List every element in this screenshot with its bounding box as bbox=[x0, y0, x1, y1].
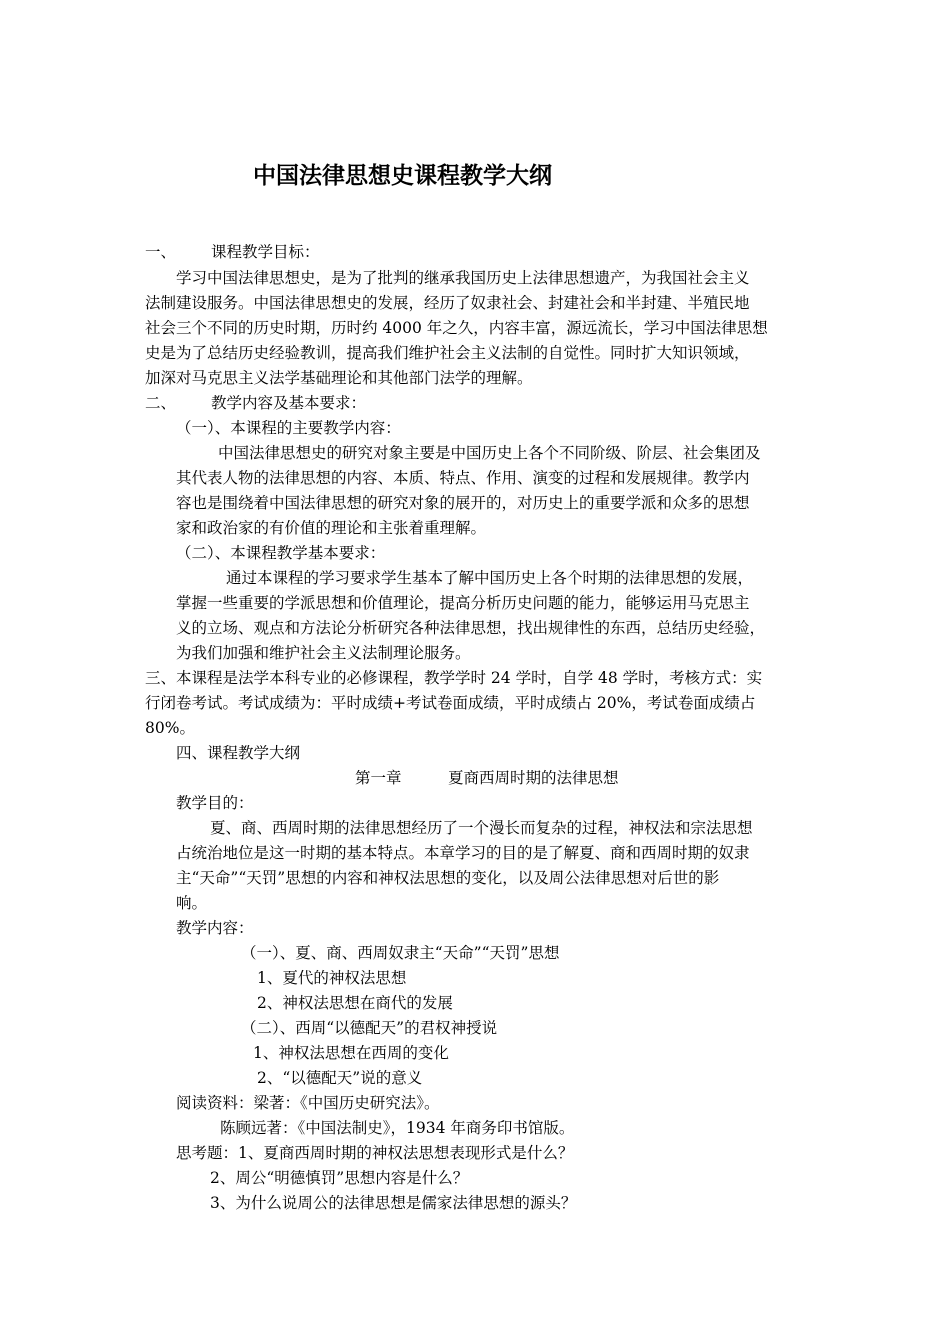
section-3-line: 80%。 bbox=[145, 719, 195, 737]
content-item: （二）、西周“以德配天”的君权神授说 bbox=[241, 1019, 498, 1037]
section-1-number: 一、 bbox=[145, 243, 177, 261]
section-1-line: 法制建设服务。中国法律思想史的发展，经历了奴隶社会、封建社会和半封建、半殖民地 bbox=[145, 294, 750, 312]
purpose-line: 响。 bbox=[176, 894, 208, 912]
subsection-1-line: 容也是围绕着中国法律思想的研究对象的展开的，对历史上的重要学派和众多的思想 bbox=[176, 494, 750, 512]
subsection-2-line: 通过本课程的学习要求学生基本了解中国历史上各个时期的法律思想的发展， bbox=[226, 569, 754, 587]
section-3-line: 行闭卷考试。考试成绩为：平时成绩+考试卷面成绩，平时成绩占 20%，考试卷面成绩占 bbox=[145, 694, 756, 712]
purpose-line: 夏、商、西周时期的法律思想经历了一个漫长而复杂的过程，神权法和宗法思想 bbox=[210, 819, 753, 837]
purpose-line: 主“天命”“天罚”思想的内容和神权法思想的变化，以及周公法律思想对后世的影 bbox=[176, 869, 720, 887]
section-1-line: 社会三个不同的历史时期，历时约 4000 年之久，内容丰富，源远流长，学习中国法律思想 bbox=[145, 319, 768, 337]
question: 2、周公“明德慎罚”思想内容是什么？ bbox=[210, 1169, 469, 1187]
section-1-line: 学习中国法律思想史，是为了批判的继承我国历史上法律思想遗产，为我国社会主义 bbox=[176, 269, 750, 287]
subsection-1-heading: （一）、本课程的主要教学内容： bbox=[176, 419, 401, 437]
section-1-line: 加深对马克思主义法学基础理论和其他部门法学的理解。 bbox=[145, 369, 533, 387]
subsection-1-line: 家和政治家的有价值的理论和主张着重理解。 bbox=[176, 519, 487, 537]
section-2-number: 二、 bbox=[145, 394, 177, 412]
section-1-heading: 课程教学目标： bbox=[211, 243, 320, 261]
section-4-heading: 四、课程教学大纲 bbox=[176, 744, 301, 762]
question: 3、为什么说周公的法律思想是儒家法律思想的源头？ bbox=[210, 1194, 577, 1212]
subsection-2-line: 掌握一些重要的学派思想和价值理论，提高分析历史问题的能力，能够运用马克思主 bbox=[176, 594, 750, 612]
content-item: （一）、夏、商、西周奴隶主“天命”“天罚”思想 bbox=[241, 944, 560, 962]
document-title: 中国法律思想史课程教学大纲 bbox=[253, 163, 552, 189]
content-item: 1、夏代的神权法思想 bbox=[257, 969, 407, 987]
reading-material: 阅读资料：梁著：《中国历史研究法》。 bbox=[176, 1094, 440, 1112]
content-item: 2、“以德配天”说的意义 bbox=[257, 1069, 423, 1087]
subsection-1-line: 其代表人物的法律思想的内容、本质、特点、作用、演变的过程和发展规律。教学内 bbox=[176, 469, 750, 487]
subsection-2-heading: （二）、本课程教学基本要求： bbox=[176, 544, 386, 562]
section-2-heading: 教学内容及基本要求： bbox=[211, 394, 367, 412]
subsection-2-line: 为我们加强和维护社会主义法制理论服务。 bbox=[176, 644, 471, 662]
content-item: 2、神权法思想在商代的发展 bbox=[257, 994, 453, 1012]
reading-material: 陈顾远著：《中国法制史》，1934 年商务印书馆版。 bbox=[220, 1119, 575, 1137]
section-1-line: 史是为了总结历史经验教训，提高我们维护社会主义法制的自觉性。同时扩大知识领域， bbox=[145, 344, 750, 362]
subsection-1-line: 中国法律思想史的研究对象主要是中国历史上各个不同阶级、阶层、社会集团及 bbox=[218, 444, 761, 462]
subsection-2-line: 义的立场、观点和方法论分析研究各种法律思想，找出规律性的东西，总结历史经验， bbox=[176, 619, 766, 637]
purpose-line: 占统治地位是这一时期的基本特点。本章学习的目的是了解夏、商和西周时期的奴隶 bbox=[176, 844, 750, 862]
section-3-line: 三、本课程是法学本科专业的必修课程，教学学时 24 学时，自学 48 学时，考核方式：实 bbox=[145, 669, 763, 687]
purpose-label: 教学目的： bbox=[176, 794, 254, 812]
content-label: 教学内容： bbox=[176, 919, 254, 937]
chapter-title: 第一章 夏商西周时期的法律思想 bbox=[355, 769, 619, 787]
content-item: 1、神权法思想在西周的变化 bbox=[253, 1044, 449, 1062]
question: 思考题：1、夏商西周时期的神权法思想表现形式是什么？ bbox=[176, 1144, 574, 1162]
